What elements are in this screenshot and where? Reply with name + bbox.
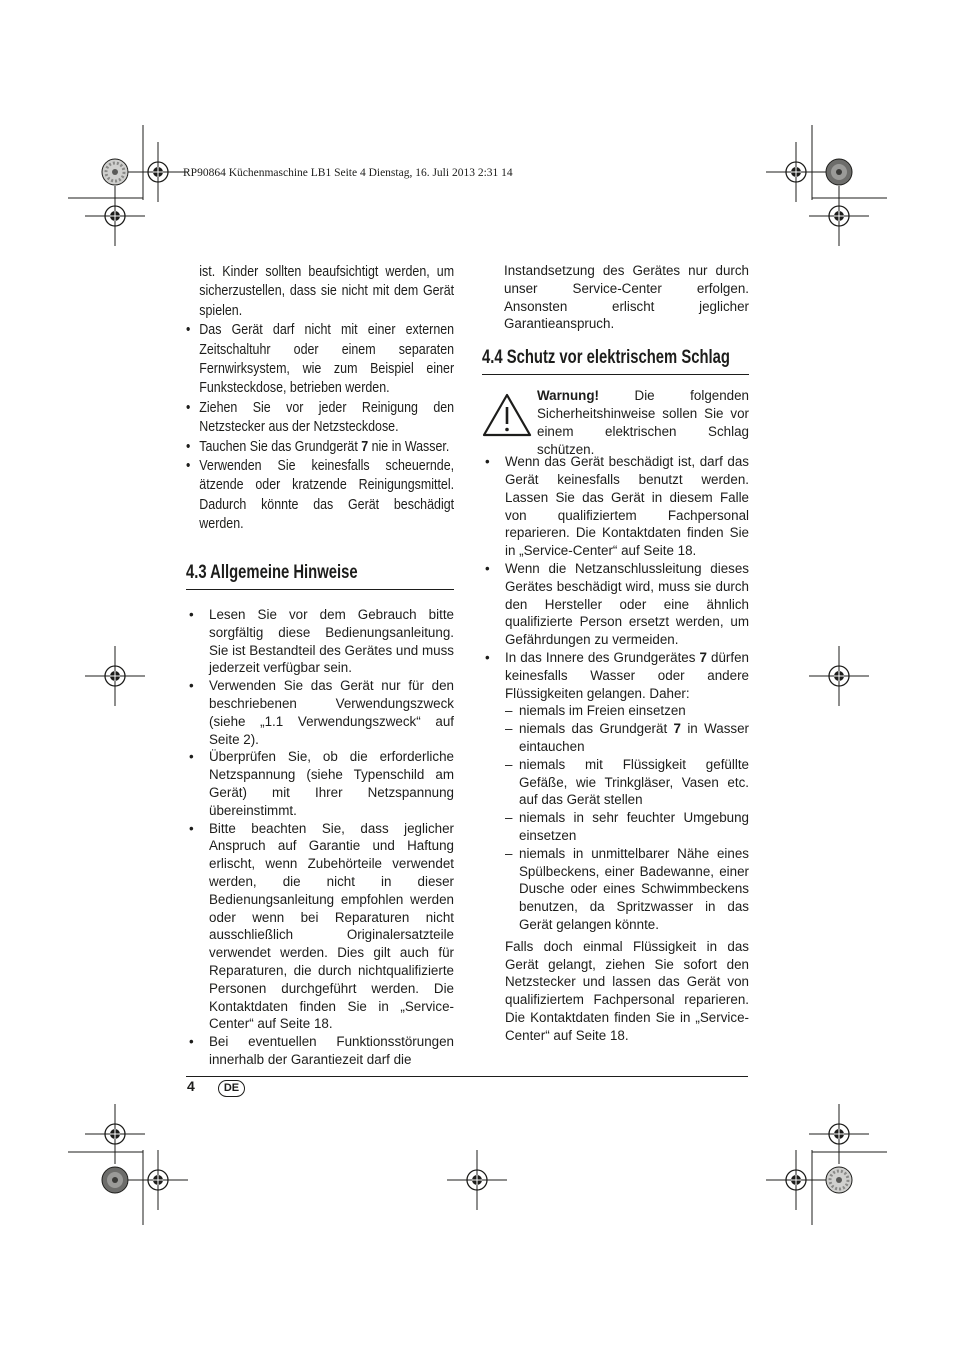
continuation-text: ist. Kinder sollten beaufsichtigt werden, um sicherzustellen, dass sie nicht mit dem Gerät spielen. <box>199 263 455 319</box>
heading-rule <box>482 374 749 375</box>
registration-mark-icon <box>85 186 145 246</box>
safety-bullets <box>186 320 454 533</box>
list-item: • Verwenden Sie das Gerät nur für den beschriebenen Verwendungszweck (siehe „1.1 Verwendungszweck“ auf Seite 2). <box>186 677 454 748</box>
list-item: • Wenn das Gerät beschädigt ist, darf das Gerät keinesfalls benutzt werden. Lassen Sie das Gerät in diesem Falle von qualifiziertem Fachpersonal reparieren. Die Kontaktdaten finden Sie in „Service-Center“ auf Seite 18. <box>482 453 749 560</box>
list-item: • Lesen Sie vor dem Gebrauch bitte sorgfältig diese Bedienungsanleitung. Sie ist Bestandteil des Gerätes und muss jederzeit verfügbar sein. <box>186 606 454 677</box>
warning-label: Warnung! <box>537 388 599 404</box>
print-header: RP90864 Küchenmaschine LB1 Seite 4 Dienstag, 16. Juli 2013 2:31 14 <box>183 167 513 179</box>
list-item: • Überprüfen Sie, ob die erforderliche Netzspannung (siehe Typenschild am Gerät) mit Ihrer Netzspannung übereinstimmt. <box>186 748 454 819</box>
left-column <box>186 262 455 1067</box>
dash-item: – niemals in unmittelbarer Nähe eines Spülbeckens, einer Badewanne, einer Dusche oder eines Schwimmbeckens benutzen, da Spritzwasser in das Gerät gelangen könnte. <box>505 845 749 934</box>
list-item: • Verwenden Sie keinesfalls scheuernde, ätzende oder kratzende Reinigungsmittel. Dadurch könnte das Gerät beschädigt werden. <box>186 456 454 534</box>
section-heading-4-3: 4.3 Allgemeine Hinweise <box>186 562 358 583</box>
right-column <box>482 262 749 1044</box>
color-bar-disc-icon <box>102 159 128 185</box>
dash-item: – niemals das Grundgerät 7 in Wasser eintauchen <box>505 720 749 756</box>
list-item: • Ziehen Sie vor jeder Reinigung den Netzstecker aus der Netzsteckdose. <box>186 398 454 437</box>
section-heading-4-4: 4.4 Schutz vor elektrischem Schlag <box>482 347 730 369</box>
registration-mark-icon <box>447 1150 507 1210</box>
dash-item: – niemals in sehr feuchter Umgebung einsetzen <box>505 809 749 845</box>
registration-mark-icon <box>766 142 826 202</box>
registration-mark-icon <box>85 1104 145 1164</box>
electric-shock-list <box>482 453 749 1044</box>
hinweise-list <box>186 606 454 1069</box>
color-bar-disc-icon <box>826 159 852 185</box>
continuation-text: Instandsetzung des Gerätes nur durch unser Service-Center erfolgen. Ansonsten erlischt jeglicher Garantieanspruch. <box>504 263 749 332</box>
warning-triangle-icon <box>482 393 532 437</box>
list-item: • Wenn die Netzanschlussleitung dieses Gerätes beschädigt wird, muss sie durch den Hersteller oder eine ähnlich qualifizierte Person ersetzt werden, um Gefährdungen zu vermeiden. <box>482 560 749 649</box>
language-badge: DE <box>218 1080 245 1097</box>
part-number: 7 <box>361 437 369 455</box>
registration-mark-icon <box>809 186 869 246</box>
warning-text: Warnung! Die folgenden Sicherheitshinweise sollen Sie vor einem elektrischen Schlag schützen. <box>537 388 749 457</box>
registration-mark-icon <box>85 646 145 706</box>
part-number: 7 <box>673 721 681 737</box>
list-item: • Tauchen Sie das Grundgerät 7 nie in Wasser. <box>186 437 454 456</box>
color-bar-disc-icon <box>826 1167 852 1193</box>
color-bar-disc-icon <box>102 1167 128 1193</box>
footer-rule <box>186 1076 748 1077</box>
registration-mark-icon <box>809 646 869 706</box>
list-item: • In das Innere des Grundgerätes 7 dürfen keinesfalls Wasser oder andere Flüssigkeiten gelangen. Daher: – niemals im Freien einsetzen – niemals das Grundgerät 7 in Wasser eintauchen – niemals mit Flüssigkeit gefüllte Gefäße, wie Trinkgläser, Vasen etc. auf das Gerät stellen – niemals in sehr feuchter Umgebung einsetzen – niemals in unmittelbarer Nähe eines Spülbeckens, einer Badewanne, einer Dusche oder eines Schwimmbeckens benutzen, da Spritzwasser in das Gerät gelangen könnte. <box>482 649 749 934</box>
list-item: • Bitte beachten Sie, dass jeglicher Anspruch auf Garantie und Haftung erlischt, wenn Zubehörteile verwendet werden, die nicht in dieser Bedienungsanleitung empfohlen werden oder wenn bei Reparaturen nicht ausschließlich Originalersatzteile verwendet werden. Dies gilt auch für Reparaturen, die durch nichtqualifizierte Personen durchgeführt werden. Die Kontaktdaten finden Sie in „Service-Center“ auf Seite 18. <box>186 820 454 1034</box>
safety-list-continued <box>186 262 454 534</box>
registration-mark-icon <box>809 1104 869 1164</box>
part-number: 7 <box>699 649 707 665</box>
page-number: 4 <box>187 1078 195 1094</box>
registration-mark-icon <box>128 142 188 202</box>
closing-paragraph: Falls doch einmal Flüssigkeit in das Gerät gelangt, ziehen Sie sofort den Netzstecker und lassen das Gerät von qualifiziertem Fachpersonal reparieren. Die Kontaktdaten finden Sie in „Service-Center“ auf Seite 18. <box>505 938 749 1043</box>
list-item: • Das Gerät darf nicht mit einer externen Zeitschaltuhr oder einem separaten Fernwirksystem, wie zum Beispiel einer Funksteckdose, betrieben werden. <box>186 320 454 398</box>
dash-item: – niemals mit Flüssigkeit gefüllte Gefäße, wie Trinkgläser, Vasen etc. auf das Gerät stellen <box>505 756 749 809</box>
warning-box <box>482 387 749 457</box>
heading-rule <box>186 589 454 590</box>
dash-list <box>505 702 749 933</box>
registration-mark-icon <box>128 1150 188 1210</box>
dash-item: – niemals im Freien einsetzen <box>505 702 749 720</box>
list-item: • Bei eventuellen Funktionsstörungen innerhalb der Garantiezeit darf die <box>186 1033 454 1069</box>
registration-mark-icon <box>766 1150 826 1210</box>
